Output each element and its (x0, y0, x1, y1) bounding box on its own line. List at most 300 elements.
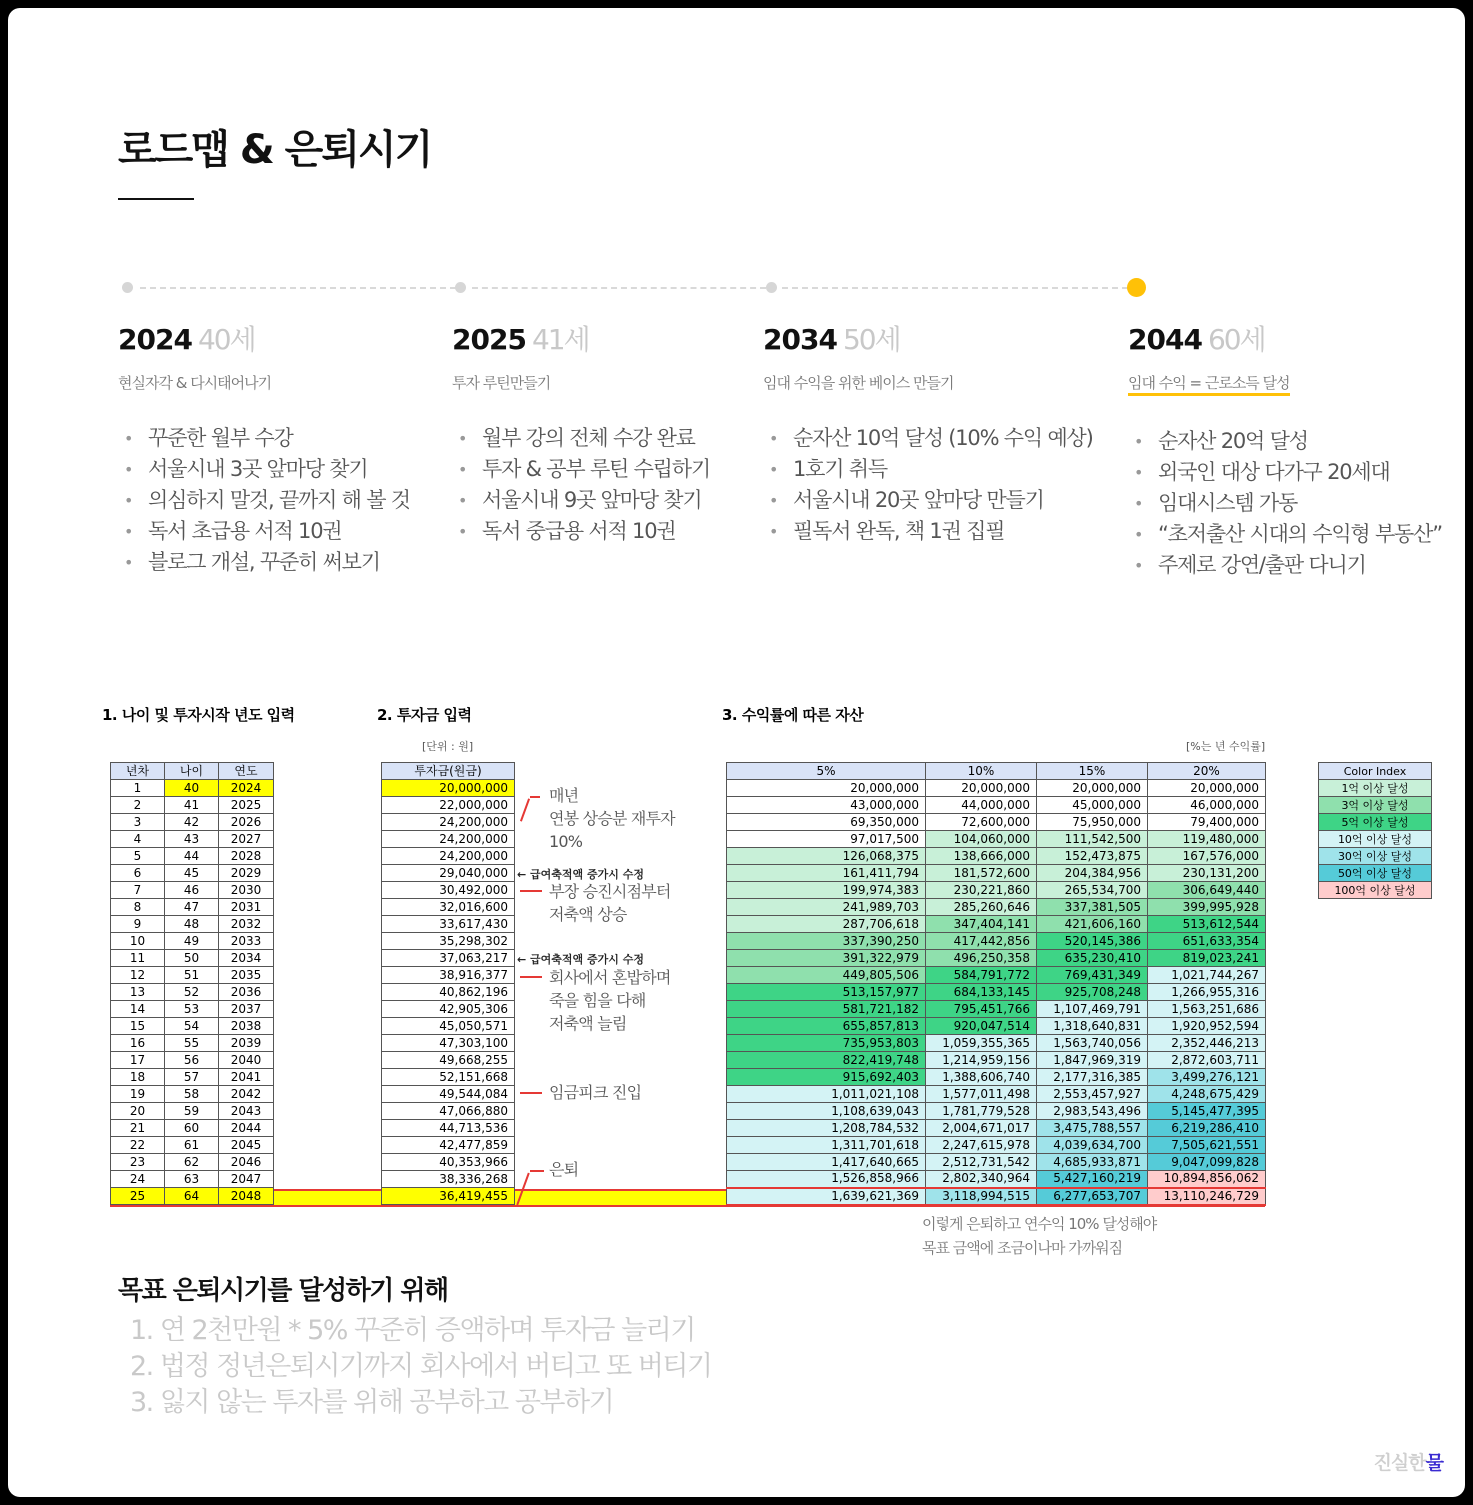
annotation-marker (520, 976, 542, 978)
list-item: • “초저출산 시대의 수익형 부동산” (1128, 519, 1442, 550)
annotation-marker (530, 1170, 544, 1172)
table-cell: 14 (111, 1001, 165, 1018)
table-cell: 2031 (219, 899, 274, 916)
table-cell: 58 (165, 1086, 219, 1103)
table-cell: 2,553,457,927 (1037, 1086, 1148, 1103)
table-cell: 795,451,766 (926, 1001, 1037, 1018)
table-row (111, 1171, 274, 1188)
table-cell: 181,572,600 (926, 865, 1037, 882)
table-row (111, 933, 274, 950)
table-row (727, 1154, 1266, 1171)
table-cell: 6,219,286,410 (1148, 1120, 1266, 1137)
table-row (382, 780, 515, 797)
table-cell: 285,260,646 (926, 899, 1037, 916)
phase-subtitle: 임대 수익을 위한 베이스 만들기 (763, 374, 954, 392)
table-cell: 2044 (219, 1120, 274, 1137)
phase-list (1128, 426, 1442, 581)
table-cell: 204,384,956 (1037, 865, 1148, 882)
table-cell: 2035 (219, 967, 274, 984)
table-row (111, 1086, 274, 1103)
table-cell: 2046 (219, 1154, 274, 1171)
table-cell: 1,577,011,498 (926, 1086, 1037, 1103)
table-cell: 1,214,959,156 (926, 1052, 1037, 1069)
table-cell: 38,336,268 (382, 1171, 515, 1188)
legend-row (1319, 865, 1432, 882)
table-cell: 230,221,860 (926, 882, 1037, 899)
section-heading-investment: 2. 투자금 입력 (377, 706, 472, 724)
header-cell: 투자금(원금) (382, 763, 515, 780)
table-cell: 55 (165, 1035, 219, 1052)
table-cell: 50 (165, 950, 219, 967)
phase-age: 50세 (842, 323, 900, 356)
table-row (111, 1001, 274, 1018)
investment-table (381, 762, 515, 1205)
list-item: • 의심하지 말것, 끝까지 해 볼 것 (118, 485, 410, 516)
legend-item: 50억 이상 달성 (1319, 865, 1432, 882)
header-cell: 나이 (165, 763, 219, 780)
phase-year: 2034 (763, 323, 837, 356)
table-cell: 18 (111, 1069, 165, 1086)
table-cell: 40,353,966 (382, 1154, 515, 1171)
table-cell: 684,133,145 (926, 984, 1037, 1001)
table-cell: 63 (165, 1171, 219, 1188)
table-cell: 2030 (219, 882, 274, 899)
header-cell: 5% (727, 763, 926, 780)
annotation-retire: 은퇴 (549, 1160, 579, 1179)
goal-list (130, 1313, 711, 1421)
table-cell: 2026 (219, 814, 274, 831)
table-cell: 21 (111, 1120, 165, 1137)
list-item: 2. 법정 정년은퇴시기까지 회사에서 버티고 또 버티기 (130, 1351, 712, 1382)
table-cell: 20,000,000 (1037, 780, 1148, 797)
table-cell: 2047 (219, 1171, 274, 1188)
table-cell: 53 (165, 1001, 219, 1018)
table-cell: 30,492,000 (382, 882, 515, 899)
table-cell: 29,040,000 (382, 865, 515, 882)
table-cell: 48 (165, 916, 219, 933)
table-cell: 45,000,000 (1037, 797, 1148, 814)
annotation-line: 저축액 상승 (549, 905, 627, 924)
table-row (382, 797, 515, 814)
table-row (727, 1086, 1266, 1103)
table-cell: 40 (165, 780, 219, 797)
brand-suffix: 물 (1425, 1452, 1443, 1474)
table-cell: 54 (165, 1018, 219, 1035)
phase-subtitle: 임대 수익 = 근로소득 달성 (1128, 372, 1290, 396)
table-cell: 2040 (219, 1052, 274, 1069)
unit-note: [단위 : 원] (422, 740, 474, 753)
table-cell: 651,633,354 (1148, 933, 1266, 950)
footnote-line: 목표 금액에 조금이나마 가까워짐 (922, 1239, 1123, 1257)
table-cell: 2043 (219, 1103, 274, 1120)
table-cell: 72,600,000 (926, 814, 1037, 831)
table-cell: 1,266,955,316 (1148, 984, 1266, 1001)
table-cell: 2027 (219, 831, 274, 848)
table-cell: 42,477,859 (382, 1137, 515, 1154)
table-cell: 1,847,969,319 (1037, 1052, 1148, 1069)
timeline-dash (140, 287, 456, 289)
table-cell: 42,905,306 (382, 1001, 515, 1018)
table-cell: 1,781,779,528 (926, 1103, 1037, 1120)
table-cell: 337,390,250 (727, 933, 926, 950)
table-cell: 51 (165, 967, 219, 984)
phase-2034 (763, 318, 1093, 547)
table-cell: 47,303,100 (382, 1035, 515, 1052)
table-cell: 347,404,141 (926, 916, 1037, 933)
table-cell: 6 (111, 865, 165, 882)
table-row (111, 848, 274, 865)
header-cell: 년차 (111, 763, 165, 780)
table-cell: 49,668,255 (382, 1052, 515, 1069)
table-cell: 43,000,000 (727, 797, 926, 814)
table-cell: 1,563,251,686 (1148, 1001, 1266, 1018)
table-cell: 2033 (219, 933, 274, 950)
table-cell: 46 (165, 882, 219, 899)
table-cell: 4 (111, 831, 165, 848)
table-row (727, 1052, 1266, 1069)
list-item: • 블로그 개설, 꾸준히 써보기 (118, 547, 410, 578)
table-cell: 1,108,639,043 (727, 1103, 926, 1120)
table-cell: 23 (111, 1154, 165, 1171)
table-cell: 22 (111, 1137, 165, 1154)
legend-item: 10억 이상 달성 (1319, 831, 1432, 848)
table-row (727, 1001, 1266, 1018)
table-row (382, 984, 515, 1001)
annotation-line: 저축액 늘림 (549, 1014, 627, 1033)
table-cell: 36,419,455 (382, 1188, 515, 1205)
table-cell: 2,512,731,542 (926, 1154, 1037, 1171)
list-item: • 월부 강의 전체 수강 완료 (452, 423, 710, 454)
timeline-dot (766, 282, 777, 293)
table-cell: 46,000,000 (1148, 797, 1266, 814)
annotation-marker (530, 796, 540, 798)
rate-note: [%는 년 수익률] (1186, 740, 1266, 753)
list-item: • 1호기 취득 (763, 454, 1093, 485)
section-heading-assets: 3. 수익률에 따른 자산 (722, 706, 864, 724)
table-cell: 60 (165, 1120, 219, 1137)
spreadsheet (102, 688, 1442, 1208)
annotation-line: 회사에서 혼밥하며 (549, 968, 671, 987)
table-cell: 9,047,099,828 (1148, 1154, 1266, 1171)
annotation-line: 연봉 상승분 재투자 (549, 809, 675, 828)
table-row (382, 1137, 515, 1154)
table-row (727, 848, 1266, 865)
phase-year-line (452, 318, 710, 358)
table-cell: 111,542,500 (1037, 831, 1148, 848)
table-cell: 287,706,618 (727, 916, 926, 933)
table-cell: 33,617,430 (382, 916, 515, 933)
table-row (382, 1086, 515, 1103)
table-row (382, 882, 515, 899)
table-cell: 496,250,358 (926, 950, 1037, 967)
header-cell: 10% (926, 763, 1037, 780)
list-item: • 꾸준한 월부 수강 (118, 423, 410, 454)
table-cell: 19 (111, 1086, 165, 1103)
annotation-note: ← 급여축적액 증가시 수정 (517, 953, 644, 966)
table-cell: 2039 (219, 1035, 274, 1052)
table-row (382, 967, 515, 984)
table-row (111, 1137, 274, 1154)
table-row (727, 831, 1266, 848)
table-cell: 2028 (219, 848, 274, 865)
list-item: • 순자산 10억 달성 (10% 수익 예상) (763, 423, 1093, 454)
table-row (111, 1018, 274, 1035)
table-cell: 735,953,803 (727, 1035, 926, 1052)
table-cell: 581,721,182 (727, 1001, 926, 1018)
table-row (727, 1188, 1266, 1205)
table-row (382, 814, 515, 831)
table-cell: 2042 (219, 1086, 274, 1103)
list-item-text: 임대시스템 가동 (1158, 491, 1298, 515)
table-cell: 2045 (219, 1137, 274, 1154)
timeline-dot-active (1127, 278, 1146, 297)
legend-item: 30억 이상 달성 (1319, 848, 1432, 865)
table-cell: 10 (111, 933, 165, 950)
table-cell: 2,983,543,496 (1037, 1103, 1148, 1120)
timeline-dot (455, 282, 466, 293)
table-cell: 2,352,446,213 (1148, 1035, 1266, 1052)
annotation-line: 부장 승진시점부터 (549, 882, 671, 901)
table-cell: 513,612,544 (1148, 916, 1266, 933)
legend-item: 100억 이상 달성 (1319, 882, 1432, 899)
table-cell: 52 (165, 984, 219, 1001)
table-cell: 2,247,615,978 (926, 1137, 1037, 1154)
annotation-marker (520, 1092, 542, 1094)
table-cell: 56 (165, 1052, 219, 1069)
table-cell: 7,505,621,551 (1148, 1137, 1266, 1154)
table-cell: 1,107,469,791 (1037, 1001, 1148, 1018)
table-row (727, 1137, 1266, 1154)
table-cell: 399,995,928 (1148, 899, 1266, 916)
annotation-raise-reinvest (549, 784, 675, 853)
table-cell: 32,016,600 (382, 899, 515, 916)
table-row (111, 780, 274, 797)
legend-row (1319, 831, 1432, 848)
table-cell: 520,145,386 (1037, 933, 1148, 950)
table-cell: 59 (165, 1103, 219, 1120)
table-cell: 1,318,640,831 (1037, 1018, 1148, 1035)
annotation-marker (520, 890, 542, 892)
table-cell: 45 (165, 865, 219, 882)
table-cell: 20,000,000 (926, 780, 1037, 797)
annotation-line: 매년 (549, 786, 579, 805)
list-item: 3. 잃지 않는 투자를 위해 공부하고 공부하기 (130, 1387, 614, 1418)
table-cell: 3,118,994,515 (926, 1188, 1037, 1205)
table-row (382, 1103, 515, 1120)
table-cell: 230,131,200 (1148, 865, 1266, 882)
table-cell: 20,000,000 (727, 780, 926, 797)
table-cell: 2,802,340,964 (926, 1171, 1037, 1188)
table-cell: 45,050,571 (382, 1018, 515, 1035)
table-cell: 1,021,744,267 (1148, 967, 1266, 984)
table-cell: 2036 (219, 984, 274, 1001)
table-row (727, 950, 1266, 967)
table-cell: 391,322,979 (727, 950, 926, 967)
table-cell: 126,068,375 (727, 848, 926, 865)
list-item: • 순자산 20억 달성 (1128, 426, 1442, 457)
table-cell: 1 (111, 780, 165, 797)
list-item: • 서울시내 20곳 앞마당 만들기 (763, 485, 1093, 516)
table-cell: 16 (111, 1035, 165, 1052)
table-row (382, 1052, 515, 1069)
table-cell: 138,666,000 (926, 848, 1037, 865)
brand-prefix: 진실한 (1373, 1452, 1426, 1474)
table-cell: 421,606,160 (1037, 916, 1148, 933)
table-row (382, 1018, 515, 1035)
table-cell: 1,417,640,665 (727, 1154, 926, 1171)
table-row (382, 831, 515, 848)
timeline-dash (782, 287, 1128, 289)
table-row (111, 1188, 274, 1205)
table-cell: 64 (165, 1188, 219, 1205)
table-cell: 161,411,794 (727, 865, 926, 882)
table-row (727, 882, 1266, 899)
table-cell: 41 (165, 797, 219, 814)
table-cell: 5,145,477,395 (1148, 1103, 1266, 1120)
annotation-note: ← 급여축적액 증가시 수정 (517, 868, 644, 881)
table-row (727, 967, 1266, 984)
table-cell: 40,862,196 (382, 984, 515, 1001)
phase-year: 2024 (118, 323, 192, 356)
table-cell: 822,419,748 (727, 1052, 926, 1069)
table-cell: 1,920,952,594 (1148, 1018, 1266, 1035)
table-cell: 13 (111, 984, 165, 1001)
page (8, 8, 1465, 1497)
table-cell: 69,350,000 (727, 814, 926, 831)
list-item-continued (1128, 488, 1442, 519)
table-cell: 79,400,000 (1148, 814, 1266, 831)
section-heading-age: 1. 나이 및 투자시작 년도 입력 (102, 706, 295, 724)
phase-age: 41세 (531, 323, 589, 356)
table-row (727, 865, 1266, 882)
table-row (727, 1069, 1266, 1086)
table-cell: 24,200,000 (382, 831, 515, 848)
phase-year: 2025 (452, 323, 526, 356)
table-cell: 49 (165, 933, 219, 950)
table-cell: 49,544,084 (382, 1086, 515, 1103)
table-cell: 97,017,500 (727, 831, 926, 848)
annotation-line: 10% (549, 832, 583, 851)
annotation-marker (520, 798, 530, 821)
phase-2025 (452, 318, 710, 547)
table-cell: 4,685,933,871 (1037, 1154, 1148, 1171)
table-row (727, 1120, 1266, 1137)
table-cell: 635,230,410 (1037, 950, 1148, 967)
table-row (111, 1120, 274, 1137)
table-cell: 2 (111, 797, 165, 814)
table-cell: 37,063,217 (382, 950, 515, 967)
table-row (727, 1018, 1266, 1035)
table-row (382, 933, 515, 950)
phase-list (118, 423, 410, 578)
table-row (727, 780, 1266, 797)
legend-item: 5억 이상 달성 (1319, 814, 1432, 831)
table-cell: 306,649,440 (1148, 882, 1266, 899)
goal-title: 목표 은퇴시기를 달성하기 위해 (118, 1276, 448, 1306)
table-cell: 3,475,788,557 (1037, 1120, 1148, 1137)
phase-list (763, 423, 1093, 547)
table-cell: 1,563,740,056 (1037, 1035, 1148, 1052)
annotation-saving (549, 966, 671, 1035)
table-cell: 2034 (219, 950, 274, 967)
phase-age: 40세 (197, 323, 255, 356)
table-cell: 9 (111, 916, 165, 933)
table-cell: 35,298,302 (382, 933, 515, 950)
table-row (382, 1171, 515, 1188)
legend-item: 3억 이상 달성 (1319, 797, 1432, 814)
phase-subtitle: 투자 루틴만들기 (452, 374, 551, 392)
table-cell: 1,011,021,108 (727, 1086, 926, 1103)
table-row (727, 916, 1266, 933)
phase-year-line (118, 318, 410, 358)
table-cell: 7 (111, 882, 165, 899)
table-cell: 24,200,000 (382, 814, 515, 831)
list-item: • 외국인 대상 다가구 20세대 (1128, 457, 1442, 488)
table-cell: 3 (111, 814, 165, 831)
table-cell: 2,872,603,711 (1148, 1052, 1266, 1069)
phase-2024 (118, 318, 410, 578)
table-row (727, 899, 1266, 916)
table-row (382, 848, 515, 865)
table-cell: 2029 (219, 865, 274, 882)
table-cell: 2025 (219, 797, 274, 814)
phase-2044 (1128, 318, 1442, 581)
list-item-text: 주제로 강연/출판 다니기 (1158, 553, 1366, 577)
table-cell: 62 (165, 1154, 219, 1171)
table-cell: 449,805,506 (727, 967, 926, 984)
table-cell: 1,526,858,966 (727, 1171, 926, 1188)
table-cell: 20 (111, 1103, 165, 1120)
legend-row (1319, 882, 1432, 899)
table-row (382, 865, 515, 882)
list-item: • 독서 중급용 서적 10권 (452, 516, 710, 547)
phase-subtitle: 현실자각 & 다시태어나기 (118, 374, 272, 392)
table-cell: 167,576,000 (1148, 848, 1266, 865)
table-cell: 11 (111, 950, 165, 967)
table-cell: 10,894,856,062 (1148, 1171, 1266, 1188)
table-cell: 417,442,856 (926, 933, 1037, 950)
assets-table (726, 762, 1266, 1206)
phase-list (452, 423, 710, 547)
table-cell: 15 (111, 1018, 165, 1035)
table-row (111, 1154, 274, 1171)
table-cell: 769,431,349 (1037, 967, 1148, 984)
list-item: • 투자 & 공부 루틴 수립하기 (452, 454, 710, 485)
list-item: 1. 연 2천만원 * 5% 꾸준히 증액하며 투자금 늘리기 (130, 1315, 695, 1346)
table-cell: 12 (111, 967, 165, 984)
legend-title: Color Index (1319, 763, 1432, 780)
table-cell: 104,060,000 (926, 831, 1037, 848)
table-cell: 2041 (219, 1069, 274, 1086)
legend-row (1319, 797, 1432, 814)
table-cell: 915,692,403 (727, 1069, 926, 1086)
table-cell: 2024 (219, 780, 274, 797)
annotation-wage-peak: 임금피크 진입 (549, 1083, 642, 1102)
table-row (111, 831, 274, 848)
table-cell: 819,023,241 (1148, 950, 1266, 967)
legend-row (1319, 814, 1432, 831)
table-cell: 61 (165, 1137, 219, 1154)
legend-item: 1억 이상 달성 (1319, 780, 1432, 797)
table-cell: 119,480,000 (1148, 831, 1266, 848)
annotation-promotion (549, 880, 671, 926)
footnote (922, 1212, 1156, 1260)
timeline-dot (122, 282, 133, 293)
table-cell: 1,311,701,618 (727, 1137, 926, 1154)
table-cell: 5,427,160,219 (1037, 1171, 1148, 1188)
color-index-legend (1318, 762, 1432, 899)
table-cell: 2038 (219, 1018, 274, 1035)
